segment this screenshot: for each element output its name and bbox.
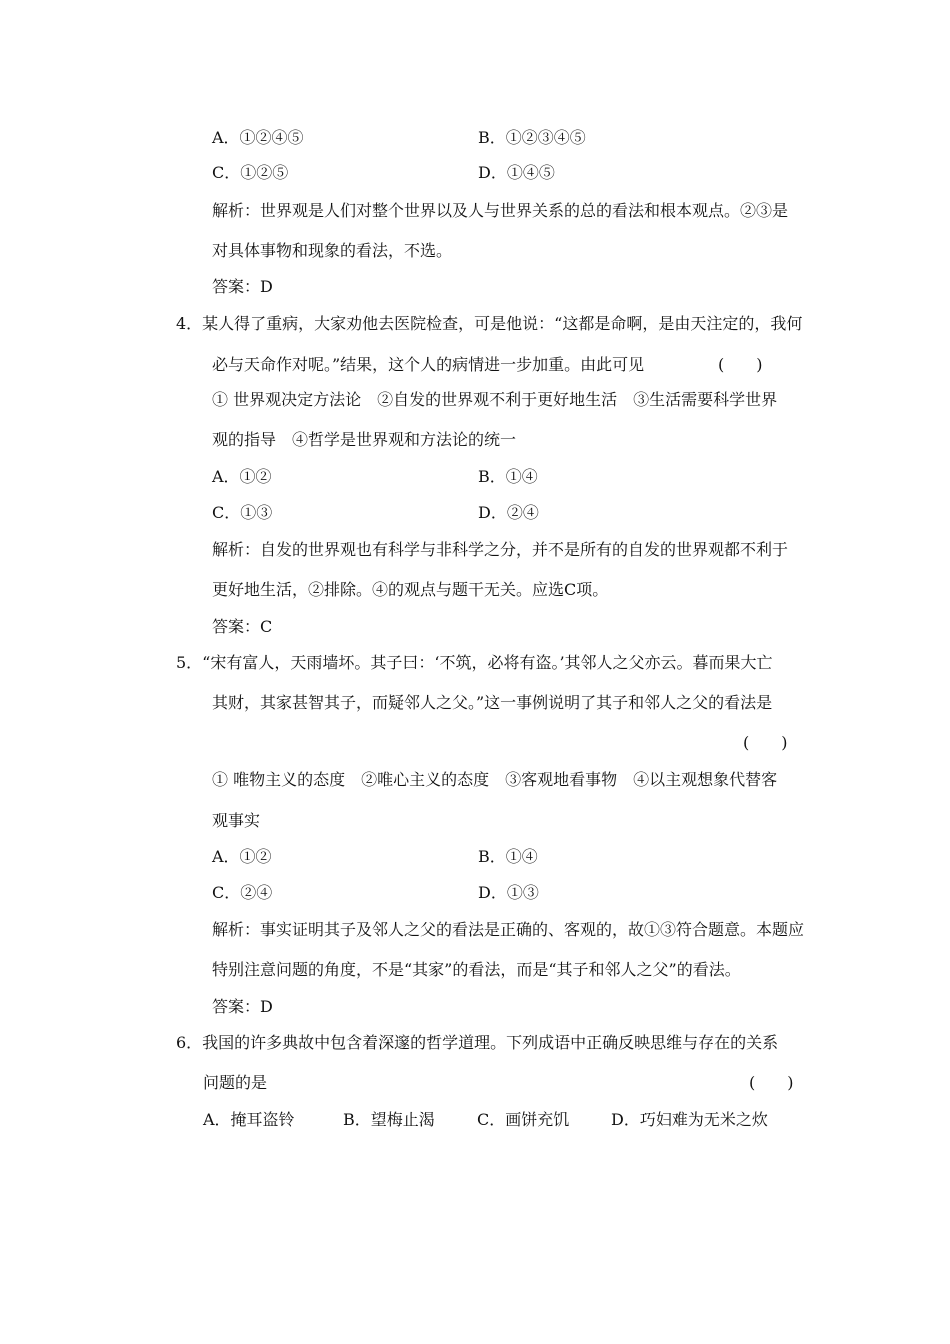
q4-option-c: C．①③ xyxy=(212,503,273,522)
q3-option-a: A．①②④⑤ xyxy=(212,128,304,147)
q4-stem-line-2: 必与天命作对呢。”结果，这个人的病情进一步加重。由此可见 xyxy=(212,355,645,374)
q5-option-a: A．①② xyxy=(212,847,272,866)
q3-option-d: D．①④⑤ xyxy=(478,163,555,182)
q6-option-a: A．掩耳盗铃 xyxy=(203,1110,295,1129)
q5-option-b: B．①④ xyxy=(478,847,538,866)
q5-analysis-line-2: 特别注意问题的角度，不是“其家”的看法，而是“其子和邻人之父”的看法。 xyxy=(212,960,741,979)
q4-analysis-line-1: 解析：自发的世界观也有科学与非科学之分，并不是所有的自发的世界观都不利于 xyxy=(212,540,789,559)
q5-option-d: D．①③ xyxy=(478,883,539,902)
q3-option-b: B．①②③④⑤ xyxy=(478,128,586,147)
q6-stem-line-2: 问题的是 xyxy=(203,1073,268,1092)
q6-option-c: C．画饼充饥 xyxy=(477,1110,570,1129)
q5-answer: 答案：D xyxy=(212,997,273,1016)
q4-items-line-1: ① 世界观决定方法论 ②自发的世界观不利于更好地生活 ③生活需要科学世界 xyxy=(212,390,778,409)
q5-analysis-line-1: 解析：事实证明其子及邻人之父的看法是正确的、客观的，故①③符合题意。本题应 xyxy=(212,920,805,939)
q5-stem-line-1: 5．“宋有富人，天雨墙坏。其子曰：‘不筑，必将有盗。’其邻人之父亦云。暮而果大亡 xyxy=(176,653,773,672)
q4-option-b: B．①④ xyxy=(478,467,538,486)
q4-answer: 答案：C xyxy=(212,617,273,636)
q3-answer: 答案：D xyxy=(212,277,273,296)
q5-answer-bracket: ( ) xyxy=(743,733,788,752)
q3-option-c: C．①②⑤ xyxy=(212,163,289,182)
q5-items-line-2: 观事实 xyxy=(212,811,261,830)
q3-analysis-line-1: 解析：世界观是人们对整个世界以及人与世界关系的总的看法和根本观点。②③是 xyxy=(212,201,789,220)
q6-stem-line-1: 6．我国的许多典故中包含着深邃的哲学道理。下列成语中正确反映思维与存在的关系 xyxy=(176,1033,779,1052)
q4-answer-bracket: ( ) xyxy=(718,355,763,374)
q6-option-b: B．望梅止渴 xyxy=(343,1110,435,1129)
q4-analysis-line-2: 更好地生活，②排除。④的观点与题干无关。应选C项。 xyxy=(212,580,609,599)
q3-analysis-line-2: 对具体事物和现象的看法，不选。 xyxy=(212,241,453,260)
q4-stem-line-1: 4．某人得了重病，大家劝他去医院检查，可是他说：“这都是命啊，是由天注定的，我何 xyxy=(176,314,803,333)
q6-answer-bracket: ( ) xyxy=(749,1073,794,1092)
q4-option-a: A．①② xyxy=(212,467,272,486)
q5-stem-line-2: 其财，其家甚智其子，而疑邻人之父。”这一事例说明了其子和邻人之父的看法是 xyxy=(212,693,773,712)
q4-items-line-2: 观的指导 ④哲学是世界观和方法论的统一 xyxy=(212,430,517,449)
q4-option-d: D．②④ xyxy=(478,503,539,522)
q5-items-line-1: ① 唯物主义的态度 ②唯心主义的态度 ③客观地看事物 ④以主观想象代替客 xyxy=(212,770,778,789)
q6-option-d: D．巧妇难为无米之炊 xyxy=(611,1110,768,1129)
q5-option-c: C．②④ xyxy=(212,883,273,902)
